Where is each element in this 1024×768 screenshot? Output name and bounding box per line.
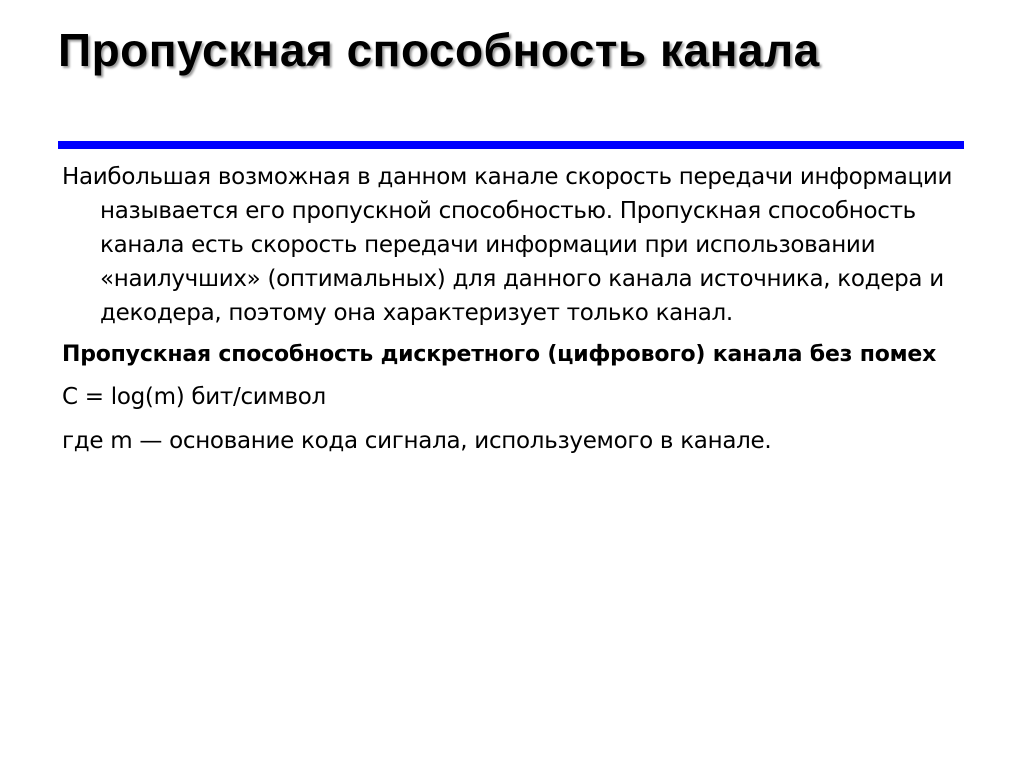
- paragraph-discrete-channel-heading: Пропускная способность дискретного (цифрового) канала без помех: [62, 342, 937, 367]
- paragraph-formula-explanation: где m — основание кода сигнала, используемого в канале.: [62, 428, 772, 454]
- paragraph-definition: Наибольшая возможная в данном канале скорость передачи информации называется его пропускной способностью. Пропускная способность канала есть скорость передачи информации при использовании «наилучших» (оптимальных) для данного канала источника, кодера и декодера, поэтому она характеризует только канал.: [62, 164, 953, 326]
- title-underline: [58, 141, 964, 149]
- slide-title: Пропускная способность канала: [58, 24, 820, 76]
- paragraph-formula: C = log(m) бит/символ: [62, 384, 326, 410]
- slide-body: [62, 160, 962, 466]
